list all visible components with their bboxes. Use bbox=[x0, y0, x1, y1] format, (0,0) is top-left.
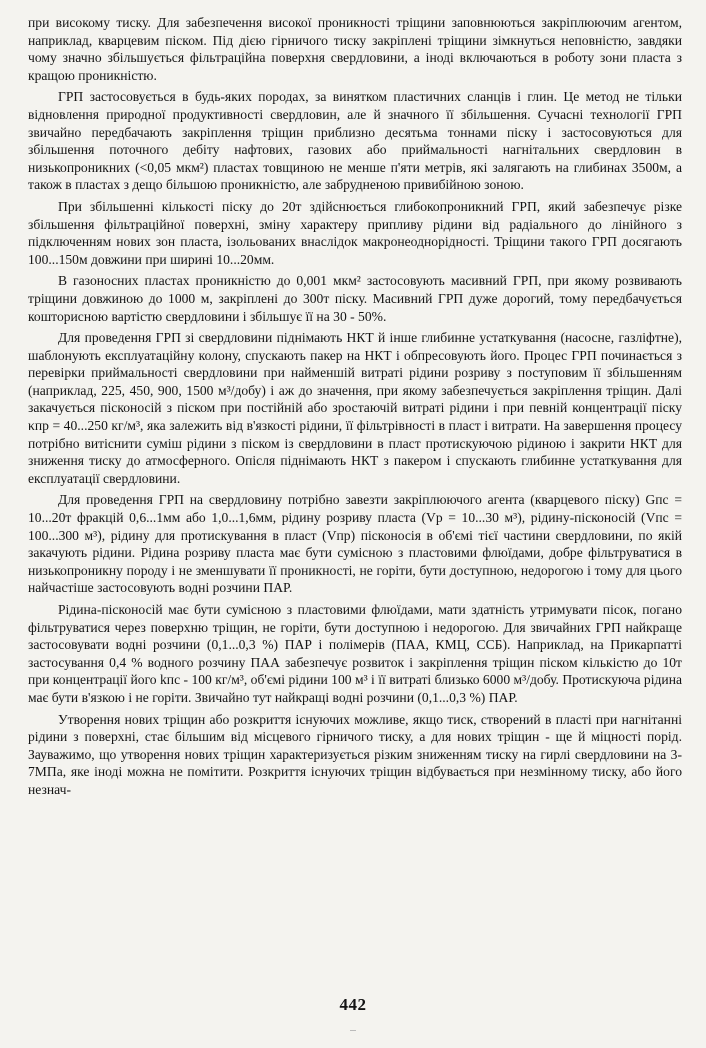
paragraph-deep-penetrating-grp: При збільшенні кількості піску до 20т здійснюється глибокопроникний ГРП, який забезпечує різке збільшення фільтраційної поверхні, зміну характеру припливу рідини від радіального до лінійного з підключенням нових зон пласта, ізольованих внаслідок макронеоднорідності. Тріщини такого ГРП досягають 100...150м довжини при ширині 10...20мм. bbox=[28, 198, 682, 267]
paragraph-grp-applicability: ГРП застосовується в будь-яких породах, за винятком пластичних сланців і глин. Це метод не тільки відновлення природної продуктивності свердловин, але й значного її збільшення. Сучасні технології ГРП звичайно передбачають закріплення тріщин приблизно десятьма тоннами піску і застосовуються для збільшення поточного дебіту нафтових, газових або приймальності нагнітальних свердловин в низькопроникних (<0,05 мкм²) пластах товщиною не менше п'яти метрів, які залягають на глибинах 3500м, а також в пластах з дещо більшою проникністю, але забрудненою привибійною зоною. bbox=[28, 89, 682, 193]
paragraph-sand-carrier-fluid: Рідина-пісконосій має бути сумісною з пластовими флюїдами, мати здатність утримувати пісок, погано фільтруватися через поверхню тріщин, не горіти, бути доступною і недорогою. Для звичайних ГРП найкраще застосовувати водні розчини (0,1...0,3 %) ПАР і полімерів (ПАА, КМЦ, ССБ). Наприклад, на Прикарпатті застосування 0,4 % водного розчину ПАА забезпечує розвиток і закріплення тріщин піском кількістю до 10т при концентрації його kпс - 100 кг/м³, об'ємі рідини 100 м³ і її витраті близько 6000 м³/добу. Протискуюча рідина має бути в'язкою і не горіти. Звичайно тут найкращі водні розчини (0,1...0,3 %) ПАР. bbox=[28, 602, 682, 705]
paragraph-fracture-formation: Утворення нових тріщин або розкриття існуючих можливе, якщо тиск, створений в пласті при нагнітанні рідини з поверхні, стає більшим від місцевого гірничого тиску, а для нових тріщин - ще й міцності порід. Зауважимо, що утворення нових тріщин характеризується різким зниженням тиску на гирлі свердловини на 3-7МПа, яке іноді можна не помітити. Розкриття існуючих тріщин відбувається при незмінному тиску, або його незнач- bbox=[28, 711, 682, 797]
paragraph-grp-procedure: Для проведення ГРП зі свердловини піднімають НКТ й інше глибинне устаткування (насосне, газліфтне), шаблонують експлуатаційну колону, спускають пакер на НКТ і обпресовують його. Процес ГРП починається з перевірки приймальності свердловини при найменшій витраті рідини розриву з поступовим її збільшенням (наприклад, 225, 450, 900, 1500 м³/добу) і аж до значення, при якому забезпечується закріплення тріщин. Далі закачується пісконосій з піском при постійній або зростаючій витраті рідини і при певній концентрації піску κпр = 40...250 кг/м³, яка залежить від в'язкості рідини, її фільтрівності в пласт і витрати. На завершення процесу потрібно витіснити суміш рідини з піском із свердловини в пласт протискуючою рідиною і закрити НКТ для зниження тиску до атмосферного. Опісля піднімають НКТ з пакером і спускають глибинне устаткування для експлуатації свердловини. bbox=[28, 330, 682, 486]
paragraph-massive-grp: В газоносних пластах проникністю до 0,001 мкм² застосовують масивний ГРП, при якому розвивають тріщини довжиною до 1000 м, закріплені до 300т піску. Масивний ГРП дуже дорогий, тому передбачується кошторисною вартістю свердловини і збільшує її на 30 - 50%. bbox=[28, 273, 682, 324]
page-number: 442 bbox=[339, 995, 367, 1014]
scan-mark bbox=[350, 1030, 356, 1031]
paragraph-grp-materials: Для проведення ГРП на свердловину потрібно завезти закріплюючого агента (кварцевого піску) Gпс = 10...20т фракцій 0,6...1мм або 1,0...1,6мм, рідину розриву пласта (Vр = 10...30 м³), рідину-пісконосій (Vпс = 100...300 м³), рідину для протискування в пласт (Vпр) пісконосія в об'ємі тієї частини свердловини, по якій закачують рідини. Рідина розриву пласта має бути сумісною з пластовими флюїдами, добре фільтруватися в низькопроникну породу і не зменшувати її проникності, не горіти, бути доступною, недорогою і тому для цього найчастіше застосовують водні розчини ПАР. bbox=[28, 492, 682, 596]
paragraph-continuation: при високому тиску. Для забезпечення високої проникності тріщини заповнюються закріплюючим агентом, наприклад, кварцевим піском. Під дією гірничого тиску закріплені тріщини зімкнуться неповністю, завдяки чому значно збільшується фільтраційна поверхня свердловини, а іноді включаються в роботу зони пласта з кращою проникністю. bbox=[28, 15, 682, 83]
